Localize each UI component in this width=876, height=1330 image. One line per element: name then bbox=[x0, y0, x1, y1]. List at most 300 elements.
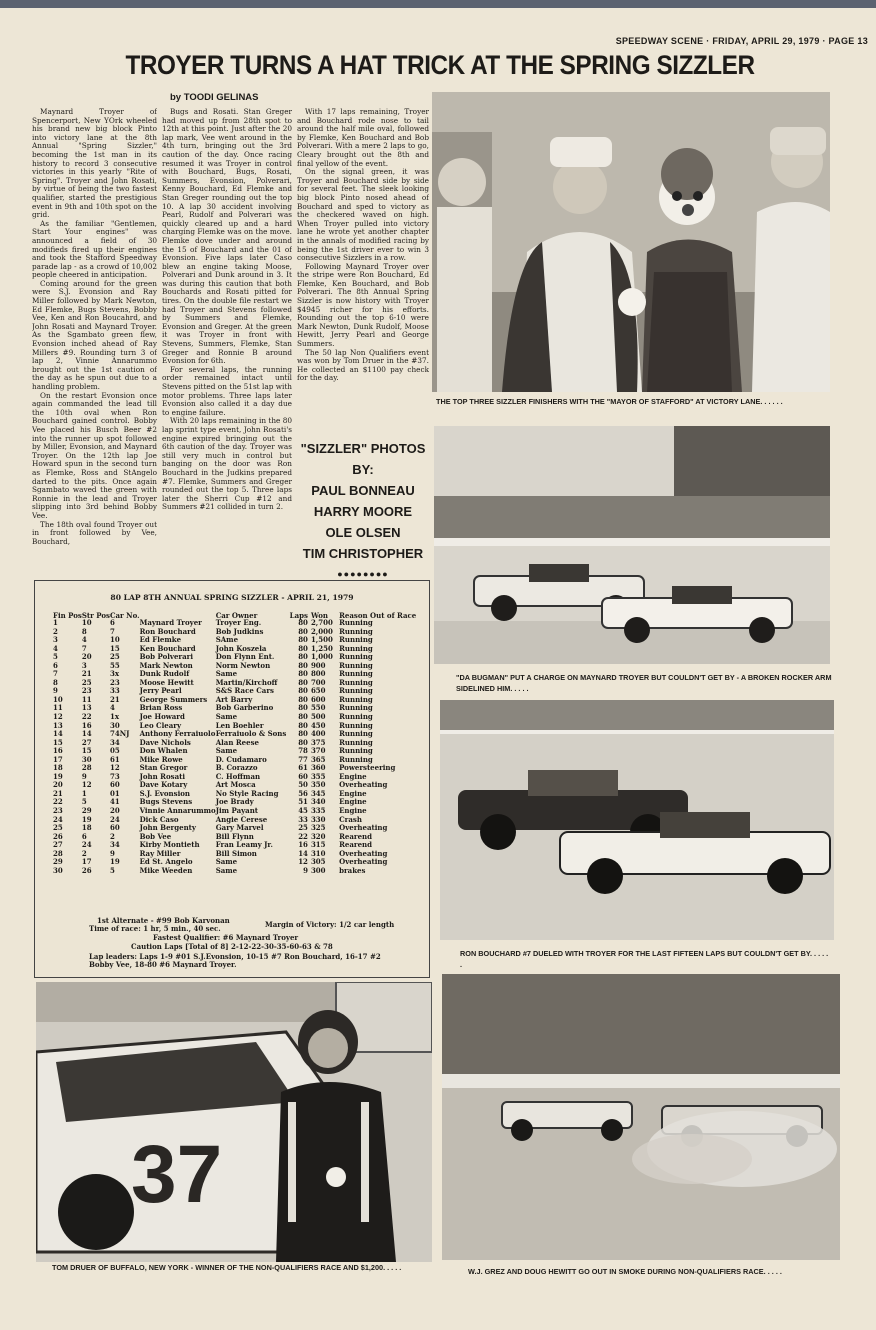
cell-laps: 80 bbox=[298, 694, 308, 704]
cell-won: 315 bbox=[310, 840, 326, 850]
cell-laps: 80 bbox=[298, 720, 308, 730]
cell-reason: Engine bbox=[339, 771, 367, 781]
cell-owner: Martin/Kirchoff bbox=[215, 677, 278, 687]
credit-name: PAUL BONNEAU bbox=[311, 483, 415, 498]
cell-laps: 80 bbox=[298, 729, 308, 739]
col-header-won: Won bbox=[310, 610, 328, 620]
cell-owner: D. Cudamaro bbox=[215, 754, 267, 764]
cell-driver: Stan Gregor bbox=[139, 763, 188, 773]
cell-car-no: 6 bbox=[109, 618, 115, 627]
credit-name: HARRY MOORE bbox=[313, 504, 413, 519]
cell-driver: Bugs Stevens bbox=[139, 797, 193, 807]
cell-start-pos: 25 bbox=[81, 677, 92, 687]
cell-car-no: 24 bbox=[109, 814, 120, 824]
cell-owner: Art Barry bbox=[215, 694, 253, 704]
cell-won: 700 bbox=[310, 677, 326, 687]
cell-won: 345 bbox=[310, 788, 326, 798]
cell-reason: Overheating bbox=[339, 857, 388, 867]
cell-car-no: 25 bbox=[109, 652, 120, 662]
cell-driver: Moose Hewitt bbox=[139, 677, 194, 687]
cell-start-pos: 15 bbox=[81, 746, 92, 756]
cell-fin-pos: 3 bbox=[53, 635, 58, 645]
article-column-2 bbox=[162, 108, 292, 574]
masthead: SPEEDWAY SCENE · FRIDAY, APRIL 29, 1979 · PAGE 13 bbox=[615, 36, 868, 46]
cell-start-pos: 29 bbox=[81, 806, 92, 816]
newspaper-page bbox=[0, 8, 876, 1330]
credits-by: BY: bbox=[352, 462, 374, 477]
photo-victory-lane bbox=[432, 92, 830, 392]
cell-laps: 22 bbox=[298, 831, 308, 841]
cell-car-no: 9 bbox=[109, 848, 115, 858]
cell-fin-pos: 5 bbox=[53, 652, 58, 662]
caption-bugman-troyer: "DA BUGMAN" PUT A CHARGE ON MAYNARD TROYER BUT COULDN'T GET BY - A BROKEN ROCKER ARM SIDELINED HIM. . . . . bbox=[456, 673, 832, 693]
cell-owner: Gary Marvel bbox=[215, 823, 264, 833]
cell-car-no: 7 bbox=[109, 626, 115, 636]
cell-fin-pos: 17 bbox=[53, 754, 63, 764]
cell-fin-pos: 18 bbox=[53, 763, 63, 773]
cell-won: 310 bbox=[310, 848, 326, 858]
cell-won: 1,000 bbox=[310, 652, 333, 662]
cell-driver: Ray Miller bbox=[139, 848, 181, 858]
cell-won: 325 bbox=[310, 823, 326, 833]
cell-car-no: 60 bbox=[109, 823, 120, 833]
article-paragraph: The 18th oval found Troyer out in front followed by Vee, Bouchard, bbox=[32, 519, 157, 546]
cell-driver: Mike Weeden bbox=[139, 865, 193, 875]
cell-laps: 33 bbox=[298, 814, 308, 824]
cell-reason: Running bbox=[339, 729, 373, 739]
cell-car-no: 41 bbox=[109, 797, 120, 807]
cell-reason: Running bbox=[339, 746, 373, 756]
cell-car-no: 10 bbox=[109, 635, 120, 645]
col-header-owner: Car Owner bbox=[215, 610, 258, 620]
cell-laps: 80 bbox=[298, 626, 308, 636]
cell-start-pos: 27 bbox=[81, 737, 92, 747]
cell-start-pos: 21 bbox=[81, 669, 92, 679]
cell-laps: 60 bbox=[298, 771, 308, 781]
cell-start-pos: 24 bbox=[81, 840, 92, 850]
cell-driver: Ed St. Angelo bbox=[139, 857, 193, 867]
cell-start-pos: 13 bbox=[81, 703, 92, 713]
cell-laps: 45 bbox=[298, 806, 308, 816]
cell-fin-pos: 1 bbox=[53, 618, 58, 627]
cell-driver: Brian Ross bbox=[139, 703, 183, 713]
cell-won: 550 bbox=[310, 703, 326, 713]
cell-reason: Running bbox=[339, 618, 373, 627]
cell-laps: 80 bbox=[298, 660, 308, 670]
credits-dots: ●●●●●●●● bbox=[337, 569, 389, 579]
results-alternate: 1st Alternate - #99 Bob Karvonan bbox=[97, 916, 230, 925]
cell-start-pos: 30 bbox=[81, 754, 92, 764]
cell-driver: Kirby Montieth bbox=[139, 840, 200, 850]
cell-won: 375 bbox=[310, 737, 326, 747]
cell-car-no: 34 bbox=[109, 840, 120, 850]
results-body bbox=[53, 619, 423, 875]
cell-laps: 12 bbox=[298, 857, 308, 867]
results-row bbox=[53, 858, 423, 867]
cell-laps: 80 bbox=[298, 703, 308, 713]
article-paragraph: For several laps, the running order remained intact until Stevens pitted on the 51st lap with motor problems. Three laps later Evonsion also called it a day due to engine failure. bbox=[162, 364, 292, 417]
col-header-fin: Fin Pos bbox=[53, 610, 82, 620]
cell-laps: 80 bbox=[298, 635, 308, 645]
cell-driver: Joe Howard bbox=[139, 712, 185, 722]
cell-driver: George Summers bbox=[139, 694, 208, 704]
cell-fin-pos: 21 bbox=[53, 788, 63, 798]
cell-owner: SAme bbox=[215, 635, 239, 645]
cell-car-no: 01 bbox=[109, 788, 120, 798]
cell-driver: Jerry Pearl bbox=[139, 686, 182, 696]
cell-start-pos: 4 bbox=[81, 635, 87, 645]
cell-reason: Overheating bbox=[339, 823, 388, 833]
cell-reason: Running bbox=[339, 737, 373, 747]
cell-fin-pos: 9 bbox=[53, 686, 58, 696]
cell-won: 800 bbox=[310, 669, 326, 679]
cell-fin-pos: 15 bbox=[53, 737, 63, 747]
cell-car-no: 74NJ bbox=[109, 729, 130, 739]
cell-driver: Ken Bouchard bbox=[139, 643, 196, 653]
cell-driver: Bob Vee bbox=[139, 831, 172, 841]
cell-laps: 80 bbox=[298, 712, 308, 722]
col-header-str: Str Pos bbox=[81, 610, 110, 620]
cell-won: 360 bbox=[310, 763, 326, 773]
cell-reason: Rearend bbox=[339, 840, 373, 850]
article-column-1 bbox=[32, 108, 157, 576]
cell-owner: Same bbox=[215, 865, 238, 875]
cell-reason: Overheating bbox=[339, 780, 388, 790]
cell-driver: Dick Caso bbox=[139, 814, 179, 824]
cell-start-pos: 17 bbox=[81, 857, 92, 867]
cell-laps: 56 bbox=[298, 788, 308, 798]
cell-car-no: 5 bbox=[109, 865, 115, 875]
cell-driver: Maynard Troyer bbox=[139, 618, 202, 627]
cell-won: 330 bbox=[310, 814, 326, 824]
article-paragraph: Maynard Troyer of Spencerport, New YOrk wheeled his brand new big block Pinto into victory lane at the 8th Annual "Spring Sizzler," becoming the 1st man in its history to record 3 consecutive victories in this yearly "Rite of Spring". Troyer and John Rosati, by virtue of being the two fastest qualifier, started the prestigious event in 9th and 10th spot on the grid. bbox=[32, 108, 157, 220]
cell-won: 2,000 bbox=[310, 626, 333, 636]
cell-driver: Dave Kotary bbox=[139, 780, 188, 790]
cell-fin-pos: 29 bbox=[53, 857, 63, 867]
cell-reason: Running bbox=[339, 712, 373, 722]
cell-reason: Running bbox=[339, 694, 373, 704]
cell-start-pos: 28 bbox=[81, 763, 92, 773]
cell-car-no: 23 bbox=[109, 677, 120, 687]
cell-reason: Running bbox=[339, 754, 373, 764]
cell-laps: 14 bbox=[298, 848, 308, 858]
cell-fin-pos: 23 bbox=[53, 806, 63, 816]
cell-won: 320 bbox=[310, 831, 326, 841]
cell-won: 600 bbox=[310, 694, 326, 704]
cell-reason: Running bbox=[339, 643, 373, 653]
credits-heading: "SIZZLER" PHOTOS bbox=[300, 441, 426, 456]
cell-start-pos: 22 bbox=[81, 712, 92, 722]
article-paragraph: On the signal green, it was Troyer and Bouchard side by side for several feet. The sleek looking big block Pinto nosed ahead of Bouchard and sped to victory as the checkered waved on high. When Troyer pulled into victory lane he wrote yet another chapter in the annals of modified racing by being the 1st driver ever to win 3 consecutive Sizzlers in a row. bbox=[297, 167, 429, 263]
cell-car-no: 30 bbox=[109, 720, 120, 730]
cell-laps: 51 bbox=[298, 797, 308, 807]
cell-owner: Same bbox=[215, 669, 238, 679]
cell-reason: Running bbox=[339, 677, 373, 687]
photo-smoke bbox=[442, 974, 840, 1260]
cell-car-no: 3x bbox=[109, 669, 119, 679]
cell-driver: Dave Nichols bbox=[139, 737, 191, 747]
cell-driver: Mike Rowe bbox=[139, 754, 183, 764]
results-margin: Margin of Victory: 1/2 car length bbox=[265, 920, 395, 929]
results-title: 80 LAP 8TH ANNUAL SPRING SIZZLER - APRIL 21, 1979 bbox=[110, 593, 354, 602]
cell-owner: Alan Reese bbox=[215, 737, 259, 747]
cell-fin-pos: 6 bbox=[53, 660, 58, 670]
cell-start-pos: 10 bbox=[81, 618, 92, 627]
cell-start-pos: 1 bbox=[81, 788, 87, 798]
cell-driver: Don Whalen bbox=[139, 746, 188, 756]
cell-fin-pos: 25 bbox=[53, 823, 63, 833]
cell-car-no: 34 bbox=[109, 737, 120, 747]
cell-owner: Art Mosca bbox=[215, 780, 256, 790]
photo-bugman-troyer bbox=[434, 426, 830, 664]
cell-owner: Norm Newton bbox=[215, 660, 271, 670]
cell-car-no: 61 bbox=[109, 754, 120, 764]
cell-won: 355 bbox=[310, 771, 326, 781]
cell-driver: Ed Flemke bbox=[139, 635, 182, 645]
cell-driver: Dunk Rudolf bbox=[139, 669, 190, 679]
cell-driver: S.J. Evonsion bbox=[139, 788, 190, 798]
caption-victory-lane: THE TOP THREE SIZZLER FINISHERS WITH THE "MAYOR OF STAFFORD" AT VICTORY LANE. . . . . . bbox=[436, 397, 783, 406]
cell-owner: Bob Garberino bbox=[215, 703, 274, 713]
cell-won: 350 bbox=[310, 780, 326, 790]
cell-fin-pos: 26 bbox=[53, 831, 63, 841]
cell-start-pos: 9 bbox=[81, 771, 87, 781]
cell-fin-pos: 24 bbox=[53, 814, 63, 824]
cell-won: 450 bbox=[310, 720, 326, 730]
cell-start-pos: 11 bbox=[81, 694, 92, 704]
article-paragraph: On the restart Evonsion once again commanded the lead till the 10th oval when Ron Bouchard gained control. Bobby Vee placed his Busch Beer #2 into the runner up spot followed by Miller, Evonsion, and Maynard Troyer. On the 12th lap Joe Howard spun in the second turn as Flemke, Ross and StAngelo darted to the pits. Once again Sgambato waved the green with Ronnie in the lead and Troyer slipping into 3rd behind Bobby Vee. bbox=[32, 390, 157, 520]
cell-car-no: 73 bbox=[109, 771, 120, 781]
cell-driver: Mark Newton bbox=[139, 660, 193, 670]
cell-car-no: 60 bbox=[109, 780, 120, 790]
cell-start-pos: 3 bbox=[81, 660, 87, 670]
cell-car-no: 1x bbox=[109, 712, 119, 722]
article-column-3 bbox=[297, 108, 429, 430]
cell-reason: Running bbox=[339, 635, 373, 645]
cell-fin-pos: 11 bbox=[53, 703, 63, 713]
cell-owner: S&S Race Cars bbox=[215, 686, 274, 696]
cell-owner: Angie Cerese bbox=[215, 814, 268, 824]
credit-name: OLE OLSEN bbox=[325, 525, 401, 540]
cell-start-pos: 18 bbox=[81, 823, 92, 833]
cell-reason: Running bbox=[339, 686, 373, 696]
caption-bouchard-duel: RON BOUCHARD #7 DUELED WITH TROYER FOR THE LAST FIFTEEN LAPS BUT COULDN'T GET BY. . . . . . bbox=[460, 949, 829, 969]
cell-laps: 77 bbox=[298, 754, 308, 764]
car-number: 37 bbox=[131, 1129, 223, 1220]
cell-laps: 25 bbox=[298, 823, 308, 833]
article-paragraph: With 17 laps remaining, Troyer and Bouchard rode nose to tail around the half mile oval, followed by Flemke, Ken Bouchard and Bob Polverari. With a mere 2 laps to go, Cleary brought out the 8th and final yellow of the event. bbox=[297, 108, 429, 168]
results-table bbox=[53, 603, 423, 875]
results-fastest: Fastest Qualifier: #6 Maynard Troyer bbox=[153, 933, 299, 942]
photo-tom-druer bbox=[36, 982, 432, 1262]
cell-start-pos: 16 bbox=[81, 720, 92, 730]
cell-owner: Fran Leamy Jr. bbox=[215, 840, 273, 850]
cell-reason: Engine bbox=[339, 797, 367, 807]
cell-reason: Running bbox=[339, 669, 373, 679]
cell-car-no: 4 bbox=[109, 703, 115, 713]
cell-laps: 9 bbox=[303, 865, 308, 875]
cell-won: 300 bbox=[310, 865, 326, 875]
cell-reason: Running bbox=[339, 660, 373, 670]
cell-fin-pos: 8 bbox=[53, 677, 58, 687]
cell-start-pos: 26 bbox=[81, 865, 92, 875]
cell-won: 340 bbox=[310, 797, 326, 807]
cell-car-no: 33 bbox=[109, 686, 120, 696]
cell-start-pos: 2 bbox=[81, 848, 87, 858]
col-header-driver bbox=[140, 603, 216, 619]
cell-start-pos: 20 bbox=[81, 652, 92, 662]
cell-fin-pos: 4 bbox=[53, 643, 58, 653]
results-time: Time of race: 1 hr, 5 min., 40 sec. bbox=[89, 924, 221, 933]
cell-car-no: 12 bbox=[109, 763, 120, 773]
cell-owner: Bill Simon bbox=[215, 848, 257, 858]
caption-smoke: W.J. GREZ AND DOUG HEWITT GO OUT IN SMOKE DURING NON-QUALIFIERS RACE. . . . . bbox=[468, 1267, 782, 1276]
cell-owner: Ferraiuolo & Sons bbox=[215, 729, 287, 739]
cell-fin-pos: 22 bbox=[53, 797, 63, 807]
cell-laps: 80 bbox=[298, 677, 308, 687]
cell-owner: John Koszela bbox=[215, 643, 267, 653]
cell-laps: 80 bbox=[298, 669, 308, 679]
cell-car-no: 55 bbox=[109, 660, 120, 670]
cell-driver: Anthony Ferraiuolo bbox=[139, 729, 216, 739]
cell-car-no: 21 bbox=[109, 694, 120, 704]
cell-won: 335 bbox=[310, 806, 326, 816]
results-leaders-cont: Bobby Vee, 18-80 #6 Maynard Troyer. bbox=[89, 960, 237, 969]
article-paragraph: Following Maynard Troyer over the stripe were Ron Bouchard, Ed Flemke, Ken Bouchard, and Bob Polverari. The 8th Annual Spring Sizzler is now history with Troyer $4945 richer for his efforts. Rounding out the top 6-10 were Mark Newton, Dunk Rudolf, Moose Hewitt, Jerry Pearl and George Summers. bbox=[297, 261, 429, 349]
cell-fin-pos: 13 bbox=[53, 720, 63, 730]
cell-start-pos: 7 bbox=[81, 643, 87, 653]
cell-won: 650 bbox=[310, 686, 326, 696]
article-paragraph: Bugs and Rosati. Stan Greger had moved up from 28th spot to 12th at this point. Just after the 20 lap mark, Vee went around in the 4th turn, bringing out the 3rd caution of the day. Once racing resumed it was Troyer in control with Bouchard, Bugs, Rosati, Summers, Evonsion, Polverari, Kenny Bouchard, Ed Flemke and Stan Greger rounding out the top 10. A lap 30 accident involving Pearl, Rudolf and Polverari was quickly cleared up and a hard charging Flemke was on the move. Flemke dove under and around the 15 of Bouchard and the 01 of Evonsion. Five laps later Caso blew an engine taking Moose, Polverari and Dunk around in 3. It was during this caution that both Bouchards and Rosati pitted for tires. On the double file restart we had Troyer and Stevens followed by Summers and Flemke, Evonsion and Greger. At the green it was Troyer in front with Stevens, Summers, Flemke, Stan Greger and Ronnie B around Evonsion for 6th. bbox=[162, 108, 292, 366]
col-header-laps: Laps bbox=[289, 610, 308, 620]
cell-start-pos: 5 bbox=[81, 797, 87, 807]
cell-laps: 80 bbox=[298, 652, 308, 662]
cell-fin-pos: 20 bbox=[53, 780, 63, 790]
cell-fin-pos: 16 bbox=[53, 746, 63, 756]
cell-laps: 61 bbox=[298, 763, 308, 773]
cell-car-no: 2 bbox=[109, 831, 115, 841]
cell-laps: 78 bbox=[298, 746, 308, 756]
cell-car-no: 19 bbox=[109, 857, 120, 867]
cell-reason: Running bbox=[339, 652, 373, 662]
cell-owner: Len Boehler bbox=[215, 720, 264, 730]
cell-fin-pos: 19 bbox=[53, 771, 63, 781]
cell-fin-pos: 28 bbox=[53, 848, 63, 858]
cell-owner: Joe Brady bbox=[215, 797, 254, 807]
cell-driver: John Rosati bbox=[139, 771, 186, 781]
cell-driver: John Bergenty bbox=[139, 823, 196, 833]
cell-laps: 50 bbox=[298, 780, 308, 790]
cell-won: 370 bbox=[310, 746, 326, 756]
article-paragraph: With 20 laps remaining in the 80 lap sprint type event, John Rosati's engine expired bringing out the 6th caution of the day. Troyer was still very much in control but banging on the door was Ron Bouchard in the Judkins prepared #7. Flemke, Summers and Greger rounded out the top 5. Three laps later the Sherri Cup #12 and Summers #21 collided in turn 2. bbox=[162, 416, 292, 512]
col-header-car: Car No. bbox=[109, 610, 140, 620]
cell-car-no: 20 bbox=[109, 806, 120, 816]
cell-laps: 80 bbox=[298, 686, 308, 696]
cell-car-no: 05 bbox=[109, 746, 120, 756]
cell-fin-pos: 27 bbox=[53, 840, 63, 850]
cell-owner: B. Corazzo bbox=[215, 763, 258, 773]
cell-owner: Troyer Eng. bbox=[215, 618, 262, 627]
cell-fin-pos: 10 bbox=[53, 694, 63, 704]
cell-start-pos: 19 bbox=[81, 814, 92, 824]
cell-won: 900 bbox=[310, 660, 326, 670]
cell-owner: No Style Racing bbox=[215, 788, 279, 798]
credit-name: TIM CHRISTOPHER bbox=[302, 546, 424, 561]
cell-reason: Overheating bbox=[339, 848, 388, 858]
cell-won: 400 bbox=[310, 729, 326, 739]
cell-reason: Engine bbox=[339, 788, 367, 798]
cell-reason: Engine bbox=[339, 806, 367, 816]
article-paragraph: The 50 lap Non Qualifiers event was won by Tom Druer in the #37. He collected an $1100 pay check for the day. bbox=[297, 347, 429, 383]
cell-laps: 16 bbox=[298, 840, 308, 850]
cell-reason: brakes bbox=[339, 865, 366, 875]
headline: TROYER TURNS A HAT TRICK AT THE SPRING SIZZLER bbox=[125, 50, 755, 80]
cell-reason: Rearend bbox=[339, 831, 373, 841]
cell-start-pos: 12 bbox=[81, 780, 92, 790]
cell-fin-pos: 30 bbox=[53, 865, 63, 875]
cell-laps: 80 bbox=[298, 737, 308, 747]
caption-tom-druer: TOM DRUER OF BUFFALO, NEW YORK - WINNER OF THE NON-QUALIFIERS RACE AND $1,200. . . . . bbox=[52, 1263, 402, 1272]
cell-reason: Powersteering bbox=[339, 763, 396, 773]
cell-owner: Jim Payant bbox=[215, 806, 259, 816]
results-header-row bbox=[53, 603, 423, 619]
cell-start-pos: 23 bbox=[81, 686, 92, 696]
cell-owner: Bill Flynn bbox=[215, 831, 254, 841]
cell-driver: Ron Bouchard bbox=[139, 626, 196, 636]
byline: by TOODI GELINAS bbox=[170, 92, 259, 103]
cell-fin-pos: 14 bbox=[53, 729, 63, 739]
cell-won: 365 bbox=[310, 754, 326, 764]
cell-owner: Same bbox=[215, 712, 238, 722]
col-header-reason: Reason Out of Race bbox=[339, 610, 417, 620]
results-box bbox=[34, 580, 430, 978]
cell-reason: Crash bbox=[339, 814, 362, 824]
results-row bbox=[53, 867, 423, 876]
cell-reason: Running bbox=[339, 703, 373, 713]
cell-fin-pos: 7 bbox=[53, 669, 58, 679]
cell-won: 500 bbox=[310, 712, 326, 722]
cell-won: 1,250 bbox=[310, 643, 333, 653]
cell-owner: Bob Judkins bbox=[215, 626, 264, 636]
article-paragraph: As the familiar "Gentlemen, Start Your engines" was announced a field of 30 modifieds fired up their engines and took the Stafford Speedway parade lap - as a crowd of 10,002 people cheered in anticipation. bbox=[32, 218, 157, 280]
cell-laps: 80 bbox=[298, 643, 308, 653]
results-cautions: Caution Laps [Total of 8] 2-12-22-30-35-60-63 & 78 bbox=[131, 942, 333, 951]
cell-driver: Leo Cleary bbox=[139, 720, 182, 730]
cell-owner: C. Hoffman bbox=[215, 771, 261, 781]
cell-driver: Vinnie Annarummo bbox=[139, 806, 216, 816]
cell-fin-pos: 12 bbox=[53, 712, 63, 722]
cell-won: 305 bbox=[310, 857, 326, 867]
cell-car-no: 15 bbox=[109, 643, 120, 653]
photo-bouchard-duel bbox=[440, 700, 834, 940]
cell-owner: Same bbox=[215, 746, 238, 756]
cell-won: 2,700 bbox=[310, 618, 333, 627]
cell-driver: Bob Polverari bbox=[139, 652, 193, 662]
cell-start-pos: 6 bbox=[81, 831, 87, 841]
cell-laps: 80 bbox=[298, 618, 308, 627]
cell-owner: Same bbox=[215, 857, 238, 867]
cell-owner: Don Flynn Ent. bbox=[215, 652, 275, 662]
cell-start-pos: 8 bbox=[81, 626, 87, 636]
cell-reason: Running bbox=[339, 626, 373, 636]
photo-credits bbox=[297, 438, 429, 585]
cell-won: 1,500 bbox=[310, 635, 333, 645]
article-paragraph: Coming around for the green were S.J. Evonsion and Ray Miller followed by Mark Newton, Ed Flemke, Bugs Stevens, Bobby Vee, Ken and Ron Boucahrd, and John Rosati and Maynard Troyer. As the Sgambato green flew, Evonsion inched ahead of Ray Millers #9. Rounding turn 3 of lap 2, Vinnie Annarummo brought out the 1st caution of the day as he spun out due to a handling problem. bbox=[32, 278, 157, 391]
cell-start-pos: 14 bbox=[81, 729, 92, 739]
cell-reason: Running bbox=[339, 720, 373, 730]
results-leaders: Lap leaders: Laps 1-9 #01 S.J.Evonsion, 10-15 #7 Ron Bouchard, 16-17 #2 bbox=[89, 952, 381, 961]
cell-fin-pos: 2 bbox=[53, 626, 58, 636]
